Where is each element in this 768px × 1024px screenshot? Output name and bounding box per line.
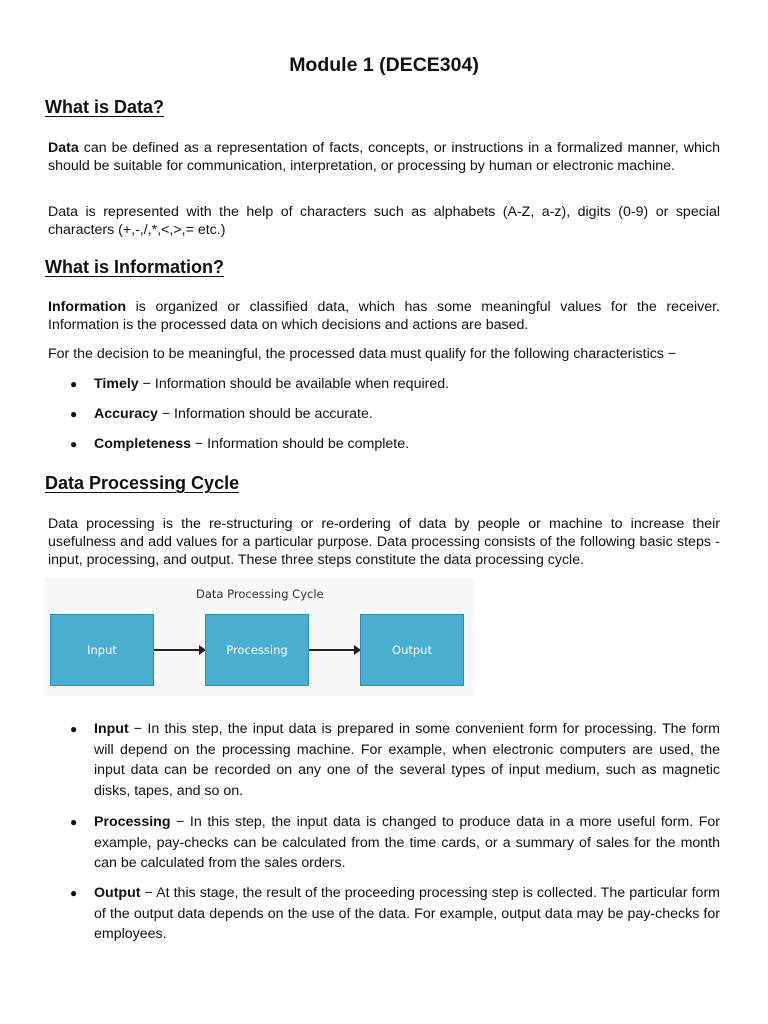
information-definition-text: is organized or classified data, which has some meaningful values for the receiver. Information is the processed data on which decisions and actions are based. xyxy=(48,299,720,333)
bullet-term: Output xyxy=(94,885,141,901)
bullet-icon: ● xyxy=(70,886,78,900)
term-data: Data xyxy=(48,140,79,156)
data-processing-paragraph: Data processing is the re-structuring or re-ordering of data by people or machine to increase their usefulness and add values for a particular purpose. Data processing consists of the following basic steps - input, processing, and output. These three steps constitute the data processing cycle. xyxy=(48,516,720,568)
input-box: Input xyxy=(50,614,154,686)
heading-what-is-data: What is Data? xyxy=(45,97,165,117)
bullet-term: Accuracy xyxy=(94,406,158,422)
characteristics-intro: For the decision to be meaningful, the processed data must qualify for the following characteristics − xyxy=(48,346,677,362)
output-box: Output xyxy=(360,614,464,686)
list-item xyxy=(70,719,720,801)
arrow-input-to-processing xyxy=(154,649,204,651)
bullet-text: − At this stage, the result of the proceeding processing step is collected. The particular form of the output data depends on the use of the data. For example, output data may be pay-checks for employees. xyxy=(94,885,720,942)
bullet-text: − Information should be complete. xyxy=(190,436,410,452)
bullet-icon: ● xyxy=(70,377,78,391)
bullet-term: Processing xyxy=(94,814,171,830)
bullet-icon: ● xyxy=(70,407,78,421)
diagram-title: Data Processing Cycle xyxy=(196,587,324,601)
bullet-text: − Information should be available when required. xyxy=(138,376,450,392)
data-definition-paragraph xyxy=(48,139,720,175)
bullet-icon: ● xyxy=(70,437,78,451)
information-definition-paragraph xyxy=(48,298,720,334)
processing-box: Processing xyxy=(205,614,309,686)
bullet-text: − In this step, the input data is changed to produce data in a more useful form. For example, pay-checks can be calculated from the time cards, or a summary of sales for the month can be calculated from the sales orders. xyxy=(94,814,720,871)
arrow-processing-to-output xyxy=(309,649,359,651)
list-item xyxy=(70,812,720,874)
page-title: Module 1 (DECE304) xyxy=(289,54,479,76)
list-item xyxy=(70,374,720,395)
list-item xyxy=(70,434,720,455)
bullet-icon: ● xyxy=(70,815,78,829)
list-item xyxy=(70,404,720,425)
data-processing-cycle-diagram xyxy=(44,578,474,696)
heading-data-processing-cycle: Data Processing Cycle xyxy=(45,473,240,493)
list-item xyxy=(70,883,720,945)
term-information: Information xyxy=(48,299,127,315)
bullet-term: Completeness xyxy=(94,436,191,452)
bullet-term: Input xyxy=(94,721,129,737)
bullet-icon: ● xyxy=(70,722,78,736)
data-representation-paragraph: Data is represented with the help of characters such as alphabets (A-Z, a-z), digits (0-9) or special characters (+,-,/,*,<,>,= etc.) xyxy=(48,204,720,238)
bullet-text: − Information should be accurate. xyxy=(157,406,373,422)
bullet-text: − In this step, the input data is prepared in some convenient form for processing. The form will depend on the processing machine. For example, when electronic computers are used, the input data can be recorded on any one of the several types of input medium, such as magnetic disks, tapes, and so on. xyxy=(94,721,720,799)
heading-what-is-information: What is Information? xyxy=(45,257,224,277)
data-definition-text: can be defined as a representation of facts, concepts, or instructions in a formalized manner, which should be suitable for communication, interpretation, or processing by human or electronic machine. xyxy=(48,140,720,174)
bullet-term: Timely xyxy=(94,376,139,392)
